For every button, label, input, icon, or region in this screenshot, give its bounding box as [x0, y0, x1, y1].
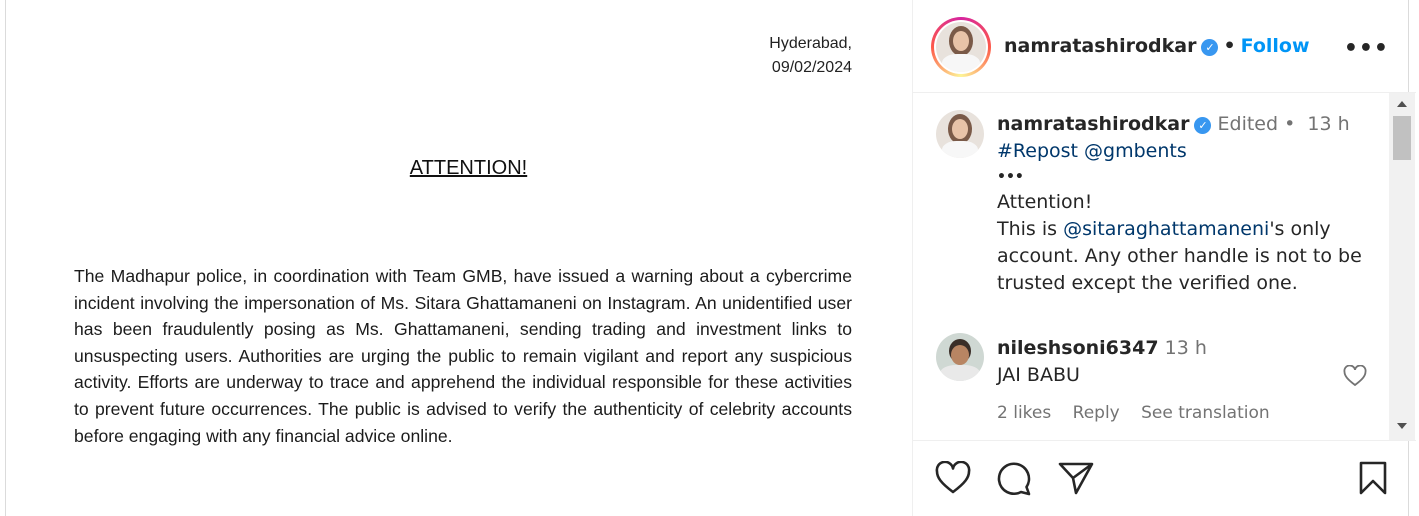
send-icon[interactable] — [1058, 461, 1094, 495]
edited-label: Edited — [1217, 113, 1279, 135]
verified-badge-icon: ✓ — [1201, 39, 1218, 56]
comment-like-icon[interactable] — [1343, 365, 1367, 387]
heart-icon[interactable] — [935, 461, 971, 495]
repost-tag[interactable]: #Repost @gmbents — [997, 140, 1187, 162]
caption-time[interactable]: 13 h — [1307, 113, 1350, 135]
comment-icon[interactable] — [996, 461, 1032, 497]
comment — [997, 335, 1327, 389]
scroll-thumb[interactable] — [1393, 116, 1411, 160]
post-image[interactable] — [12, 0, 911, 516]
scrollbar[interactable] — [1389, 93, 1415, 440]
bookmark-icon[interactable] — [1358, 461, 1388, 495]
header-user-line — [1004, 35, 1310, 57]
comment-time[interactable]: 13 h — [1164, 337, 1207, 359]
post-header — [913, 0, 1416, 93]
scroll-up-icon[interactable] — [1397, 101, 1407, 107]
comment-text: JAI BABU — [997, 364, 1080, 386]
follow-button[interactable]: Follow — [1240, 35, 1310, 57]
see-translation-button[interactable]: See translation — [1141, 403, 1270, 423]
document-header — [769, 32, 852, 80]
mention-link[interactable]: @sitaraghattamaneni — [1063, 218, 1270, 240]
more-horizontal-icon[interactable]: ••• — [1343, 36, 1389, 61]
avatar[interactable] — [936, 22, 986, 72]
separator: • — [1223, 35, 1236, 57]
document-date: 09/02/2024 — [771, 59, 852, 76]
caption-ellipsis: ••• — [997, 169, 1024, 185]
scroll-down-icon[interactable] — [1397, 423, 1407, 429]
reply-button[interactable]: Reply — [1072, 403, 1120, 423]
caption-line1: Attention! — [997, 191, 1093, 213]
document-title: ATTENTION! — [409, 157, 528, 179]
separator: • — [1284, 113, 1296, 135]
document-place: Hyderabad, — [769, 35, 852, 52]
caption-avatar[interactable] — [936, 110, 984, 158]
caption — [997, 111, 1377, 297]
comment-avatar[interactable] — [936, 333, 984, 381]
caption-line2: This is @sitaraghattamaneni's only account. Any other handle is not to be trusted except the verified one. — [997, 218, 1362, 294]
verified-badge-icon: ✓ — [1194, 117, 1211, 134]
caption-username[interactable]: namratashirodkar — [997, 113, 1190, 135]
comments-section — [913, 93, 1416, 441]
header-username[interactable]: namratashirodkar — [1004, 35, 1197, 57]
comment-actions — [997, 403, 1286, 423]
post-panel — [912, 0, 1415, 516]
story-ring[interactable] — [931, 17, 991, 77]
comment-likes[interactable]: 2 likes — [997, 403, 1052, 423]
comment-username[interactable]: nileshsoni6347 — [997, 337, 1159, 359]
post-window — [5, 0, 1409, 516]
document-body: The Madhapur police, in coordination with Team GMB, have issued a warning about a cybercrime incident involving the impersonation of Ms. Sitara Ghattamaneni on Instagram. An unidentified user has been fraudulently posing as Ms. Ghattamaneni, sending trading and investment links to unsuspecting users. Authorities are urging the public to remain vigilant and report any suspicious activity. Efforts are underway to trace and apprehend the individual responsible for these activities to prevent future occurrences. The public is advised to verify the authenticity of celebrity accounts before engaging with any financial advice online. — [74, 266, 852, 446]
action-bar — [913, 441, 1416, 516]
